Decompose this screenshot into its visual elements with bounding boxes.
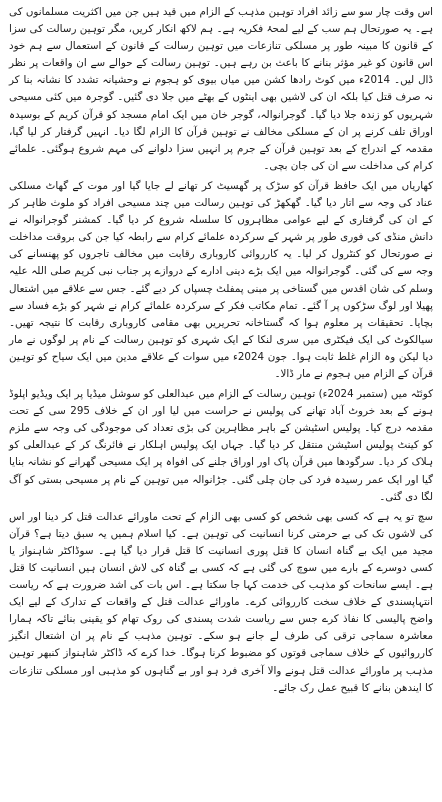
article-paragraph-3: کوئٹہ میں (ستمبر 2024ء) توہین رسالت کے الزام میں عبدالعلی کو سوشل میڈیا پر ایک ویڈیو اپلوڈ ہونے کے بعد خروٹ آباد تھانے کی پولیس نے حراست میں لیا اور ان کے خلاف 295 سی کے تحت مقدمہ درج کیا۔ پولیس اسٹیشن کے باہر مظاہرین کی بڑی تعداد کی موجودگی کی وجہ سے ملزم کو کینٹ پولیس اسٹیشن منتقل کر دیا گیا۔ جہاں ایک پولیس اہلکار نے فائرنگ کر کے عبدالعلی کو ہلاک کر دیا۔ سرگودھا میں قرآن پاک اور اوراق جلنے کی افواہ پر ایک مسیحی گھرانے کو نشانہ بنایا گیا اور ایک عمر رسیدہ فرد کی جان چلی گئی۔ جڑانوالہ میں توہین کے نام پر مسیحی بستی کو آگ لگا دی گئی۔ bbox=[9, 388, 433, 503]
article-paragraph-2: کھاریاں میں ایک حافظ قرآن کو سڑک پر گھسیٹ کر تھانے لے جایا گیا اور موت کے گھاٹ مسلکی عناد کی وجہ سے اتار دیا گیا۔ گھکھڑ کی توہین رسالت میں چند مسیحی افراد کو ملوث ظاہر کر کے ان کی گرفتاری کے لیے عوامی مظاہروں کا سلسلہ شروع کر دیا گیا۔ کمشنر گوجرانوالہ نے دانش منڈی کی فوری طور پر شہر کے سرکردہ علمائے کرام سے رابطہ کیا جن کی بروقت مداخلت نے صورتحال کو کنٹرول کر لیا۔ یہ کارروائی کاروباری رقابت میں مخالف تاجروں کو پھنسانے کی وجہ سے کی گئی۔ گوجرانوالہ میں ایک بڑے دینی ادارے کے دروازے پر جناب نبی کریم صلی اللہ علیہ وسلم کی شان اقدس میں گستاخی پر مبنی پمفلٹ چسپاں کر دیے گئے۔ جس سے علاقے میں اشتعال پھیلا اور لوگ سڑکوں پر آ گئے۔ تمام مکاتب فکر کے سرکردہ علمائے کرام نے شہر کو بڑے فساد سے بچایا۔ تحقیقات پر معلوم ہوا کہ گستاخانہ تحریریں بھی مقامی کاروباری رقابت کا نتیجہ تھیں۔ سیالکوٹ کی ایک فیکٹری میں سری لنکا کے ایک شہری کو توہین رسالت کے نام پر لوگوں نے مار دیا لیکن وہ الزام غلط ثابت ہوا۔ جون 2024ء میں سوات کے علاقے مدین میں ایک سیاح کو توہین قرآن کے الزام میں ہجوم نے مار ڈالا۔ bbox=[9, 179, 433, 380]
article-paragraph-1: اس وقت چار سو سے زائد افراد توہین مذہب کے الزام میں قید ہیں جن میں اکثریت مسلمانوں کی ہے۔ یہ صورتحال ہم سب کے لیے لمحۂ فکریہ ہے۔ ہم لاکھ انکار کریں، مگر توہین رسالت کی سزا کے قانون کا مبینہ طور پر مسلکی تنازعات میں توہین رسالت کے قانون کے استعمال سے ہم خود اس قانون کو غیر مؤثر بنانے کا باعث بن رہے ہیں۔ توہین رسالت کے حوالے سے ان واقعات پر نظر ڈال لیں۔ 2014ء میں کوٹ رادھا کشن میں میاں بیوی کو ہجوم نے وحشیانہ تشدد کا نشانہ بنا کر نہ صرف قتل کیا بلکہ ان کی لاشیں بھی اینٹوں کے بھٹے میں جلا دی گئیں۔ گوجرہ میں کئی مسیحی شہریوں کو زندہ جلا دیا گیا۔ گوجرانوالہ، گوجر خان میں ایک امام مسجد کو قرآن کریم کے بوسیدہ اوراق تلف کرنے پر ان کے مسلکی مخالف نے توہین قرآن کا الزام لگا دیا۔ انہیں گرفتار کر لیا گیا، مقدمہ کے اندراج کے بعد توہین قرآن کے جرم پر انہیں سزا دلوانے کی مہم شروع ہوگئی۔ علمائے کرام کی مداخلت سے ان کی جان بچی۔ bbox=[9, 6, 433, 172]
article-paragraph-4: سچ تو یہ ہے کہ کسی بھی شخص کو کسی بھی الزام کے تحت ماورائے عدالت قتل کر دینا اور اس کی لاشوں تک کی بے حرمتی کرنا انسانیت کی توہین ہے۔ کیا اسلام ہمیں یہ سبق دیتا ہے؟ قرآن مجید میں ایک بے گناہ انسان کا قتل پوری انسانیت کا قتل قرار دیا گیا ہے۔ سوڈاکٹر شاہنواز یا کسی دوسرے کے بارے میں سوچ کی گئی ہے کہ کسی بے گناہ کی لاش انسان ہیں انسانیت کا قتل ہے۔ ایسے سانحات کو مذہب کی خدمت کہا جا سکتا ہے۔ اس بات کی اشد ضرورت ہے کہ ریاست انتہاپسندی کے خلاف سخت کارروائی کرے۔ ماورائے عدالت قتل کے واقعات کے تدارک کے لیے ایک واضح پالیسی کا نفاذ کرے جس سے ریاست شدت پسندی کی روک تھام کو یقینی بنائے تاکہ ہمارا معاشرہ سماجی ترقی کی طرف لے جانے ہو سکے۔ توہین مذہب کے نام پر ان اشتعال انگیز کارروائیوں کے خلاف سماجی قوتوں کو مضبوط کرنا ہوگا۔ خدا کرے کہ ڈاکٹر شاہنواز کنبھر توہین مذہب پر ماورائے عدالت قتل ہونے والا آخری فرد ہو اور بے گناہوں کو مذہبی اور مسلکی تنازعات کا ایندھن بنانے کا قبیح عمل رک جائے۔ bbox=[9, 510, 433, 694]
